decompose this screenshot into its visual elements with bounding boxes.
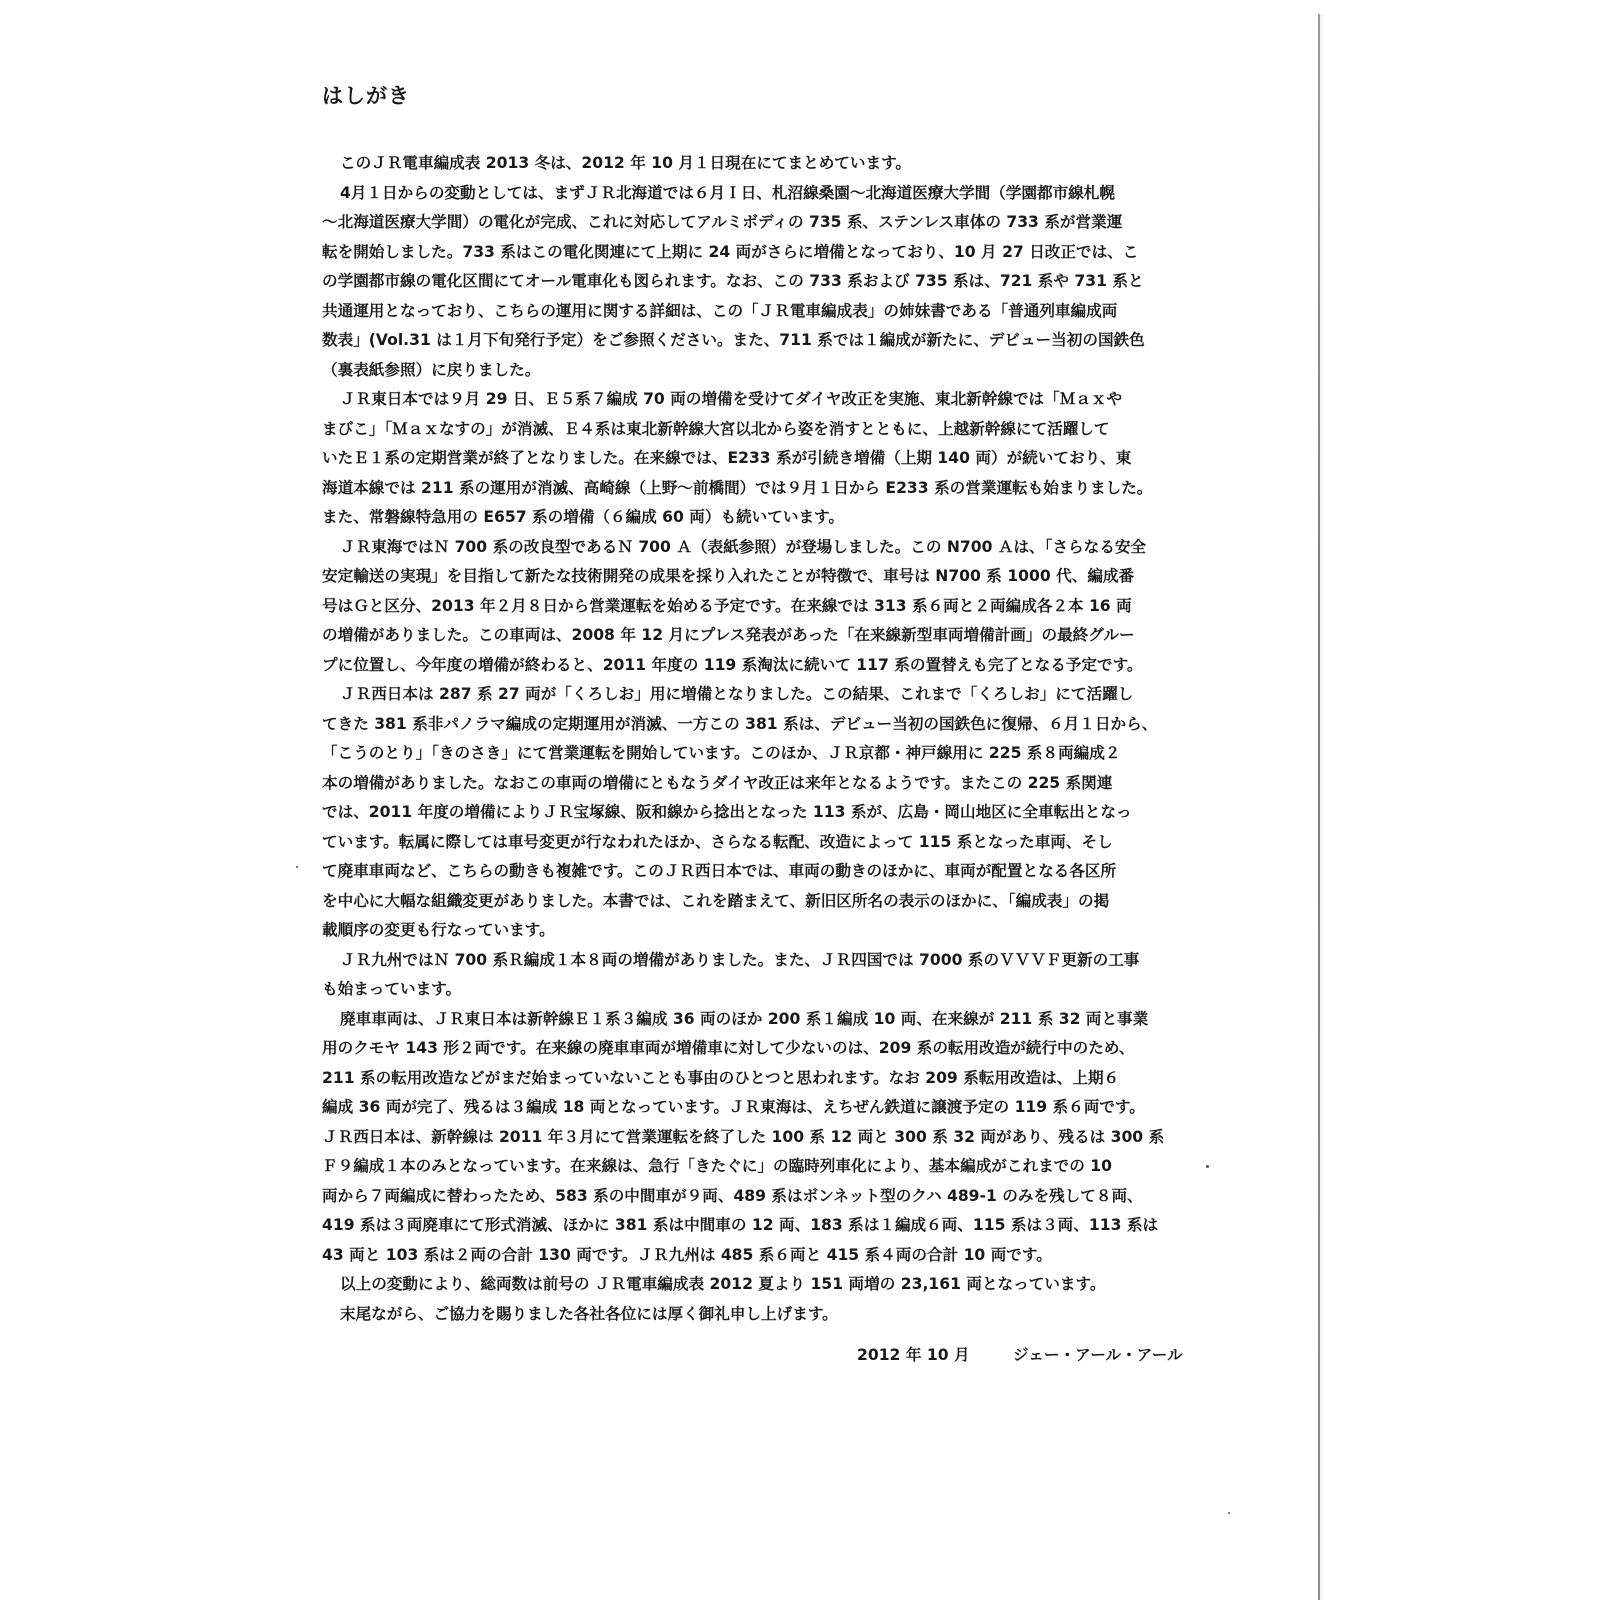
scan-speck <box>296 866 298 868</box>
text-line: の学園都市線の電化区間にてオール電車化も図られます。なお、この 733 系および 735 系は、721 系や 731 系と <box>322 272 1144 290</box>
text-line: ＪＲ東海ではＮ 700 系の改良型であるＮ 700 Ａ（表紙参照）が登場しました。この N700 Ａは、「さらなる安全 <box>340 537 1147 556</box>
text-line: 号はＧと区分、2013 年２月８日から営業運転を始める予定です。在来線では 313 系６両と２両編成各２本 16 両 <box>322 596 1132 615</box>
text-line: ＪＲ東日本では９月 29 日、Ｅ５系７編成 70 両の増備を受けてダイヤ改正を実施、東北新幹線では「Ｍａｘや <box>340 390 1123 408</box>
text-line: 211 系の転用改造などがまだ始まっていないことも事由のひとつと思われます。なお 209 系転用改造は、上期６ <box>322 1068 1120 1087</box>
text-line: も始まっています。 <box>322 980 462 998</box>
text-line: 数表」(Vol.31 は１月下旬発行予定）をご参照ください。また、711 系では１編成が新たに、デビュー当初の国鉄色 <box>322 331 1145 349</box>
signature-block <box>857 1343 1183 1365</box>
text-line: ＪＲ西日本は 287 系 27 両が「くろしお」用に増備となりました。この結果、これまで「くろしお」にて活躍し <box>340 685 1134 703</box>
text-line: 載順序の変更も行なっています。 <box>322 921 555 939</box>
text-line: （裏表紙参照）に戻りました。 <box>322 360 541 379</box>
text-line: ＪＲ九州ではＮ 700 系Ｒ編成１本８両の増備がありました。また、ＪＲ四国では 7000 系のＶＶＶＦ更新の工事 <box>340 950 1140 969</box>
text-line: 419 系は３両廃車にて形式消滅、ほかに 381 系は中間車の 12 両、183 系は１編成６両、115 系は３両、113 系は <box>322 1216 1159 1234</box>
preface-body <box>322 149 1188 1329</box>
text-line: 安定輸送の実現」を目指して新たな技術開発の成果を採り入れたことが特徴で、車号は N700 系 1000 代、編成番 <box>322 567 1135 585</box>
text-line: まびこ」「Ｍａｘなすの」が消滅、Ｅ４系は東北新幹線大宮以北から姿を消すとともに、上越新幹線にて活躍して <box>322 419 1110 438</box>
text-line: 末尾ながら、ご協力を賜りました各社各位には厚く御礼申し上げます。 <box>340 1304 838 1323</box>
text-line: では、2011 年度の増備によりＪＲ宝塚線、阪和線から捻出となった 113 系が、広島・岡山地区に全車転出となっ <box>322 803 1132 821</box>
text-line: ています。転属に際しては車号変更が行なわれたほか、さらなる転配、改造によって 115 系となった車両、そし <box>322 832 1113 851</box>
text-line: Ｆ９編成１本のみとなっています。在来線は、急行「きたぐに」の臨時列車化により、基本編成がこれまでの 10 <box>322 1157 1112 1175</box>
text-line: 共通運用となっており、こちらの運用に関する詳細は、この「ＪＲ電車編成表」の姉妹書である「普通列車編成両 <box>322 301 1118 320</box>
text-line: このＪＲ電車編成表 2013 冬は、2012 年 10 月１日現在にてまとめています。 <box>340 154 912 172</box>
text-line: 編成 36 両が完了、残るは３編成 18 両となっています。ＪＲ東海は、えちぜん鉄道に譲渡予定の 119 系６両です。 <box>322 1098 1145 1116</box>
text-line: の増備がありました。この車両は、2008 年 12 月にプレス発表があった「在来線新型車両増備計画」の最終グルー <box>322 626 1135 644</box>
text-line: 用のクモヤ 143 形２両です。在来線の廃車車両が増備車に対して少ないのは、209 系の転用改造が続行中のため、 <box>322 1039 1135 1057</box>
text-line: 転を開始しました。733 系はこの電化関連にて上期に 24 両がさらに増備となっており、10 月 27 日改正では、こ <box>322 242 1139 261</box>
text-line: 43 両と 103 系は２両の合計 130 両です。ＪＲ九州は 485 系６両と 415 系４両の合計 10 両です。 <box>322 1245 1052 1264</box>
page-title: はしがき <box>322 84 410 108</box>
text-line: を中心に大幅な組織変更がありました。本書では、これを踏まえて、新旧区所名の表示のほかに、「編成表」の掲 <box>322 891 1110 910</box>
text-line: 「こうのとり」「きのさき」にて営業運転を開始しています。このほか、ＪＲ京都・神戸線用に 225 系８両編成２ <box>322 744 1121 762</box>
text-line: 廃車車両は、ＪＲ東日本は新幹線Ｅ１系３編成 36 両のほか 200 系１編成 10 両、在来線が 211 系 32 両と事業 <box>340 1009 1149 1028</box>
text-line: 4月１日からの変動としては、まずＪＲ北海道では６月Ｉ日、札沼線桑園〜北海道医療大学間（学園都市線札幌 <box>340 183 1115 202</box>
text-line: 海道本線では 211 系の運用が消滅、高崎線（上野〜前橋間）では９月１日から E233 系の営業運転も始まりました。 <box>322 478 1153 497</box>
scan-speck <box>1206 1165 1209 1168</box>
signature-author: ジェー・アール・アール <box>1013 1346 1183 1364</box>
scan-speck <box>1228 1512 1230 1514</box>
text-line: てきた 381 系非パノラマ編成の定期運用が消滅、一方この 381 系は、デビュー当初の国鉄色に復帰、６月１日から、 <box>322 714 1158 733</box>
text-line: 両から７両編成に替わったため、583 系の中間車が９両、489 系はボンネット型のクハ 489-1 のみを残して８両、 <box>322 1186 1143 1205</box>
text-line: プに位置し、今年度の増備が終わると、2011 年度の 119 系淘汰に続いて 117 系の置替えも完了となる予定です。 <box>322 655 1143 674</box>
text-line: 以上の変動により、総両数は前号の ＪＲ電車編成表 2012 夏より 151 両増の 23,161 両となっています。 <box>340 1275 1106 1293</box>
text-line: いたＥ１系の定期営業が終了となりました。在来線では、E233 系が引続き増備（上期 140 両）が続いており、東 <box>322 449 1132 467</box>
text-line: また、常磐線特急用の E657 系の増備（６編成 60 両）も続いています。 <box>322 508 844 526</box>
text-line: 〜北海道医療大学間）の電化が完成、これに対応してアルミボディの 735 系、ステンレス車体の 733 系が営業運 <box>322 213 1123 231</box>
text-line: ＪＲ西日本は、新幹線は 2011 年３月にて営業運転を終了した 100 系 12 両と 300 系 32 両があり、残るは 300 系 <box>322 1127 1165 1146</box>
text-line: て廃車車両など、こちらの動きも複雑です。このＪＲ西日本では、車両の動きのほかに、車両が配置となる各区所 <box>322 862 1117 880</box>
signature-date: 2012 年 10 月 <box>857 1346 970 1364</box>
text-line: 本の増備がありました。なおこの車両の増備にともなうダイヤ改正は来年となるようです。またこの 225 系関連 <box>322 773 1113 792</box>
page-edge-shadow <box>1320 14 1326 1600</box>
